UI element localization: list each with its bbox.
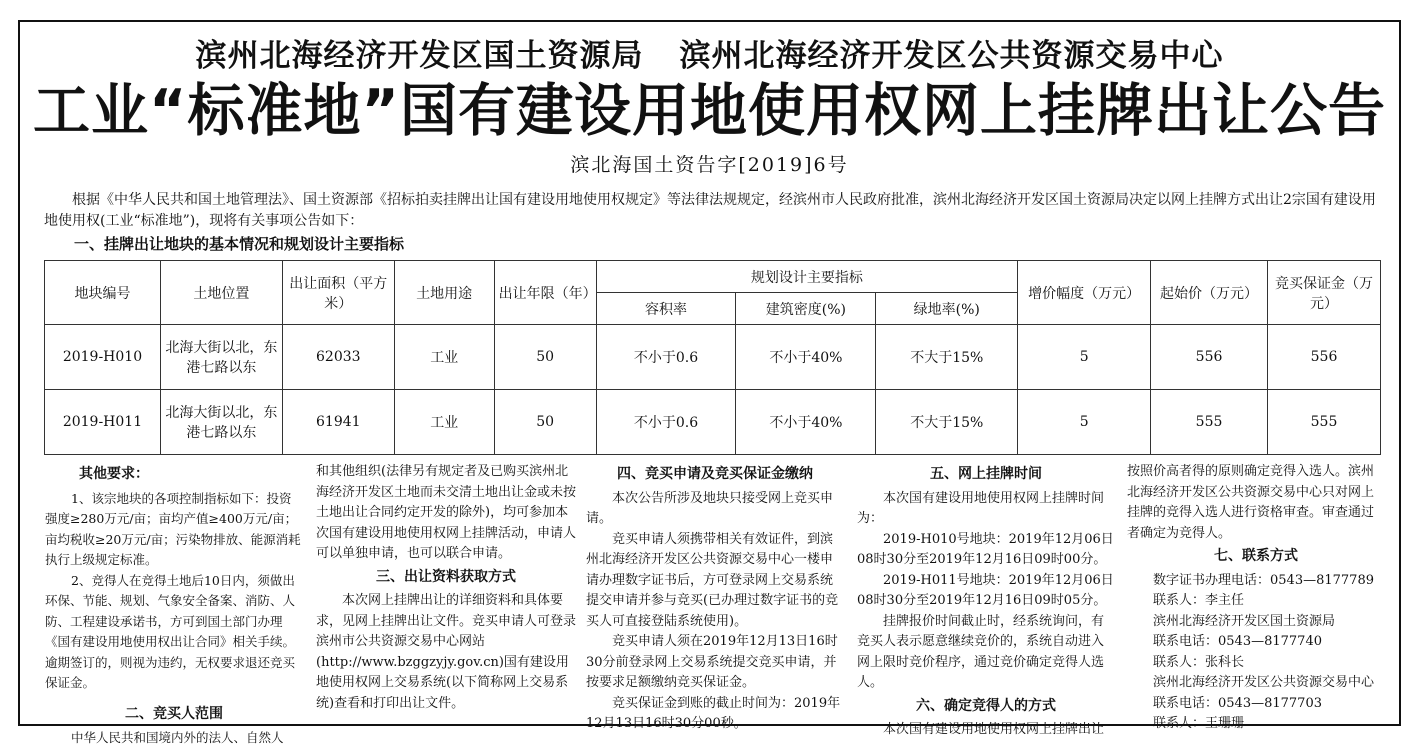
th-years: 出让年限（年） xyxy=(494,261,596,325)
contact-cert-phone: 数字证书办理电话：0543—8177789 xyxy=(1153,572,1374,588)
cell-density: 不小于40% xyxy=(736,390,876,455)
cell-increment: 5 xyxy=(1018,325,1151,390)
section6-text: 本次国有建设用地使用权网上挂牌出让 xyxy=(883,722,1105,737)
th-deposit: 竞买保证金（万元） xyxy=(1268,261,1381,325)
column-5 xyxy=(1127,462,1385,735)
cell-increment: 5 xyxy=(1018,390,1151,455)
th-use: 土地用途 xyxy=(394,261,494,325)
section3-text: 本次网上挂牌出让的详细资料和具体要求，见网上挂牌出让文件。竞买申请人可登录滨州市公共资源交易中心网站(http://www.bzggzyjy.gov.cn)国有建设用地使用权网上交易系统(以下简称网上交易系统)查看和打印出让文件。 xyxy=(316,593,577,711)
cell-location: 北海大街以北，东港七路以东 xyxy=(160,390,282,455)
table-row xyxy=(45,325,1381,390)
cell-far: 不小于0.6 xyxy=(596,390,736,455)
section4-p3: 竞买申请人须在2019年12月13日16时30分前登录网上交易系统提交竞买申请，并按要求足额缴纳竞买保证金。 xyxy=(586,634,838,690)
requirement-2: 2、竞得人在竞得土地后10日内，须做出环保、节能、规划、气象安全备案、消防、人防、工程建设承诺书，方可到国土部门办理《国有建设用地使用权出让合同》相关手续。逾期签订的，则视为违约，无权要求退还竞买保证金。 xyxy=(45,572,296,690)
column-4 xyxy=(857,462,1115,741)
section5-title: 五、网上挂牌时间 xyxy=(930,466,1042,482)
cell-density: 不小于40% xyxy=(736,325,876,390)
cell-years: 50 xyxy=(494,325,596,390)
section6-text-cont: 按照价高者得的原则确定竞得入选人。滨州北海经济开发区公共资源交易中心只对网上挂牌的竞得入选人进行资格审查。审查通过者确定为竞得人。 xyxy=(1127,464,1375,541)
section3-title: 三、出让资料获取方式 xyxy=(376,568,516,585)
cell-parcel-no: 2019-H011 xyxy=(45,390,161,455)
th-planning: 规划设计主要指标 xyxy=(596,261,1018,293)
th-green: 绿地率(%) xyxy=(876,293,1018,325)
cell-far: 不小于0.6 xyxy=(596,325,736,390)
section4-title: 四、竞买申请及竞买保证金缴纳 xyxy=(617,466,813,482)
contact-person-1: 联系人：李主任 xyxy=(1153,593,1245,608)
th-area: 出让面积（平方米） xyxy=(282,261,394,325)
cell-green: 不大于15% xyxy=(876,390,1018,455)
cell-deposit: 555 xyxy=(1268,390,1381,455)
cell-use: 工业 xyxy=(394,390,494,455)
th-far: 容积率 xyxy=(596,293,736,325)
contact-person-3: 联系人：王珊珊 xyxy=(1153,716,1245,731)
section5-p2: 2019-H010号地块：2019年12月06日08时30分至2019年12月16日09时00分。 xyxy=(857,531,1114,567)
section2-text: 中华人民共和国境内外的法人、自然人 xyxy=(71,730,284,745)
cell-years: 50 xyxy=(494,390,596,455)
section7-title: 七、联系方式 xyxy=(1214,548,1298,564)
requirement-1: 1、该宗地块的各项控制指标如下：投资强度≥280万元/亩；亩均产值≥400万元/亩；亩均税收≥20万元/亩；污染物排放、能源消耗执行上级规定标准。 xyxy=(45,490,301,567)
cell-use: 工业 xyxy=(394,325,494,390)
th-density: 建筑密度(%) xyxy=(736,293,876,325)
cell-area: 61941 xyxy=(282,390,394,455)
th-location: 土地位置 xyxy=(160,261,282,325)
notice-title: 工业“标准地”国有建设用地使用权网上挂牌出让公告 xyxy=(33,78,1386,144)
section5-p4: 挂牌报价时间截止时，经系统询问，有竞买人表示愿意继续竞价的，系统自动进入网上限时竞价程序，通过竞价确定竞得人选人。 xyxy=(857,613,1105,690)
section6-title: 六、确定竞得人的方式 xyxy=(916,697,1056,714)
table-row xyxy=(45,390,1381,455)
org2: 滨州北海经济开发区公共资源交易中心 xyxy=(679,38,1224,74)
column-1 xyxy=(45,462,303,749)
cell-start-price: 555 xyxy=(1151,390,1268,455)
parcel-table xyxy=(44,260,1381,455)
section1-title: 一、挂牌出让地块的基本情况和规划设计主要指标 xyxy=(74,235,405,253)
column-2 xyxy=(316,462,576,714)
th-increment: 增价幅度（万元） xyxy=(1018,261,1151,325)
column-3 xyxy=(586,462,844,735)
cell-deposit: 556 xyxy=(1268,325,1381,390)
cell-start-price: 556 xyxy=(1151,325,1268,390)
section4-p2: 竞买申请人须携带相关有效证件，到滨州北海经济开发区公共资源交易中心一楼申请办理数字证书后，方可登录网上交易系统提交申请并参与竞买(已办理过数字证书的竞买人可直接登陆系统使用)。 xyxy=(586,531,839,629)
org-heading xyxy=(0,30,1419,75)
cell-parcel-no: 2019-H010 xyxy=(45,325,161,390)
contact-phone-2: 联系电话：0543—8177703 xyxy=(1153,695,1322,711)
section5-p1: 本次国有建设用地使用权网上挂牌时间为： xyxy=(857,490,1105,526)
table-header-row xyxy=(45,261,1381,293)
th-start-price: 起始价（万元） xyxy=(1151,261,1268,325)
contact-phone-1: 联系电话：0543—8177740 xyxy=(1153,634,1322,649)
th-parcel-no: 地块编号 xyxy=(45,261,161,325)
cell-location: 北海大街以北，东港七路以东 xyxy=(160,325,282,390)
section2-text-cont: 和其他组织(法律另有规定者及已购买滨州北海经济开发区土地而未交清土地出让金或未按土地出让合同约定开发的除外)，均可参加本次国有建设用地使用权网上挂牌活动，申请人可以单独申请，也可以联合申请。 xyxy=(316,464,577,561)
section5-p3: 2019-H011号地块：2019年12月06日08时30分至2019年12月16日09时05分。 xyxy=(857,572,1114,608)
cell-area: 62033 xyxy=(282,325,394,390)
contact-org-1: 滨州北海经济开发区国土资源局 xyxy=(1153,613,1336,629)
contact-org-2: 滨州北海经济开发区公共资源交易中心 xyxy=(1153,675,1375,690)
intro-paragraph: 根据《中华人民共和国土地管理法》、国土资源部《招标拍卖挂牌出让国有建设用地使用权规定》等法律法规规定，经滨州市人民政府批准，滨州北海经济开发区国土资源局决定以网上挂牌方式出让2宗国有建设用地使用权(工业“标准地”)，现将有关事项公告如下： xyxy=(44,192,1376,229)
other-requirements-title: 其他要求： xyxy=(79,466,149,482)
section4-p4: 竞买保证金到账的截止时间为：2019年12月13日16时30分00秒。 xyxy=(586,695,841,731)
contact-person-2: 联系人：张科长 xyxy=(1153,654,1245,670)
section2-title: 二、竞买人范围 xyxy=(125,705,223,722)
org1: 滨州北海经济开发区国土资源局 xyxy=(195,38,644,74)
doc-number: 滨北海国土资告字[2019]6号 xyxy=(570,154,849,176)
cell-green: 不大于15% xyxy=(876,325,1018,390)
section4-p1: 本次公告所涉及地块只接受网上竞买申请。 xyxy=(586,490,834,526)
